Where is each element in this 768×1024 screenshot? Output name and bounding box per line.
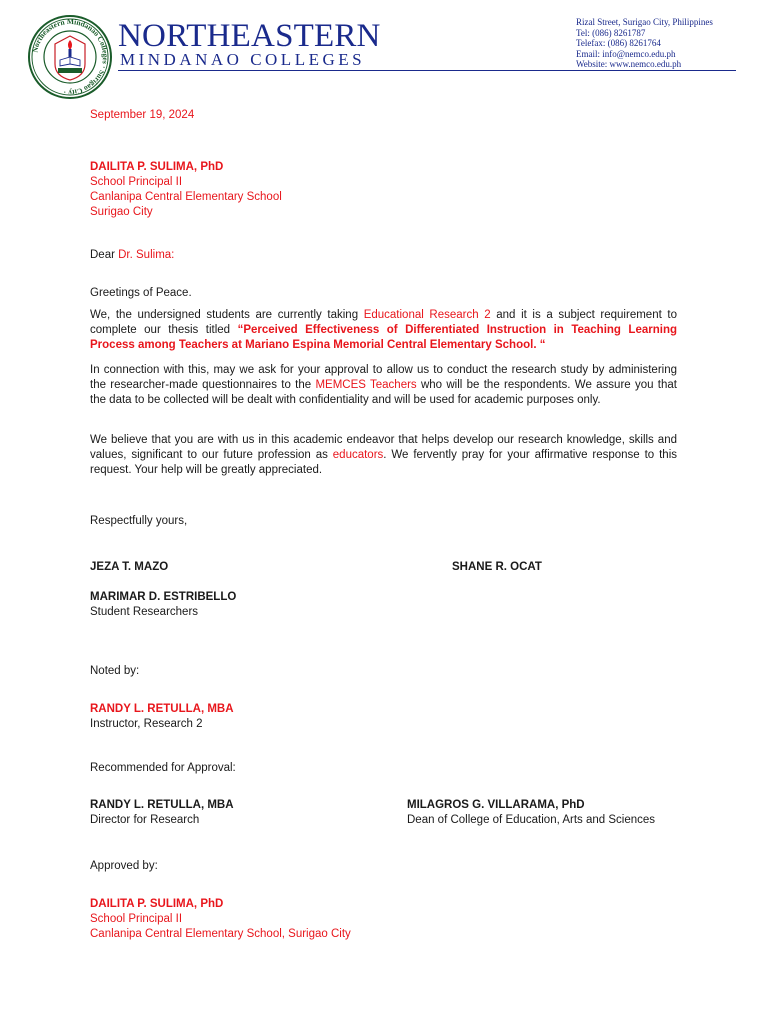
approved-school: Canlanipa Central Elementary School, Surigao City (90, 928, 351, 940)
recommended-title-right: Dean of College of Education, Arts and Sciences (407, 814, 656, 826)
greeting: Greetings of Peace. (90, 287, 192, 299)
school-seal-logo (27, 14, 113, 100)
contact-tel: Tel: (086) 8261787 (576, 27, 646, 38)
paragraph-request (90, 308, 677, 353)
recommended-label: Recommended for Approval: (90, 762, 236, 774)
p2-text-b: who will be the respondents. We assure you that the data to be collected will be dealt with confidentiality and will be used for academic purposes only. (90, 379, 677, 406)
noted-label: Noted by: (90, 665, 140, 677)
recommended-name-right: MILAGROS G. VILLARAMA, PhD (407, 799, 585, 811)
respondents-name: MEMCES Teachers (315, 379, 417, 391)
noted-title: Instructor, Research 2 (90, 718, 203, 730)
closing: Respectfully yours, (90, 515, 188, 527)
salutation (90, 248, 174, 263)
approved-name: DAILITA P. SULIMA, PhD (90, 898, 224, 910)
salutation-prefix: Dear (90, 249, 119, 261)
paragraph-belief (90, 433, 677, 478)
approved-title: School Principal II (90, 913, 183, 925)
recipient-title: School Principal II (90, 176, 183, 188)
approved-label: Approved by: (90, 860, 158, 872)
recommended-name-left: RANDY L. RETULLA, MBA (90, 799, 234, 811)
paragraph-connection (90, 363, 677, 408)
p1-text-b: and it is a subject requirement to complete our thesis titled (90, 309, 677, 336)
school-subtitle: MINDANAO COLLEGES (120, 50, 366, 69)
p3-text-b: . We fervently pray for your affirmative response to this request. Your help will be greatly appreciated. (90, 449, 677, 476)
p3-text-a: We believe that you are with us in this academic endeavor that helps develop our research knowledge, skills and values, significant to our future profession as (90, 434, 677, 461)
contact-telefax: Telefax: (086) 8261764 (576, 38, 661, 48)
contact-address: Rizal Street, Surigao City, Philippines (576, 17, 713, 27)
noted-name: RANDY L. RETULLA, MBA (90, 703, 234, 715)
contact-block (576, 17, 713, 70)
letter-date: September 19, 2024 (90, 109, 195, 121)
svg-text:Northeastern Mindanao Colleges: Northeastern Mindanao Colleges · Surigao City · (30, 16, 111, 98)
school-name: NORTHEASTERN (118, 18, 381, 54)
p2-text-a: In connection with this, may we ask for your approval to allow us to conduct the research study by administering the researcher-made questionnaires to the (90, 364, 677, 391)
recipient-school: Canlanipa Central Elementary School (90, 191, 282, 203)
subject-name: Educational Research 2 (363, 309, 491, 321)
researcher-name-2: SHANE R. OCAT (452, 561, 542, 573)
profession-word: educators (332, 449, 384, 461)
thesis-title: “Perceived Effectiveness of Differentiated Instruction in Teaching Learning Process among Teachers at Mariano Espina Memorial Central Elementary School. “ (90, 324, 677, 351)
researchers-role: Student Researchers (90, 606, 199, 618)
researcher-name-3: MARIMAR D. ESTRIBELLO (90, 591, 237, 603)
contact-website: Website: www.nemco.edu.ph (576, 59, 682, 69)
header-rule (118, 70, 736, 71)
recipient-city: Surigao City (90, 206, 153, 218)
salutation-name: Dr. Sulima: (118, 249, 175, 261)
contact-email: Email: info@nemco.edu.ph (576, 48, 676, 59)
recommended-title-left: Director for Research (90, 814, 200, 826)
researcher-name-1: JEZA T. MAZO (90, 561, 169, 573)
recipient-name: DAILITA P. SULIMA, PhD (90, 161, 224, 173)
p1-text-a: We, the undersigned students are currently taking (90, 309, 364, 321)
